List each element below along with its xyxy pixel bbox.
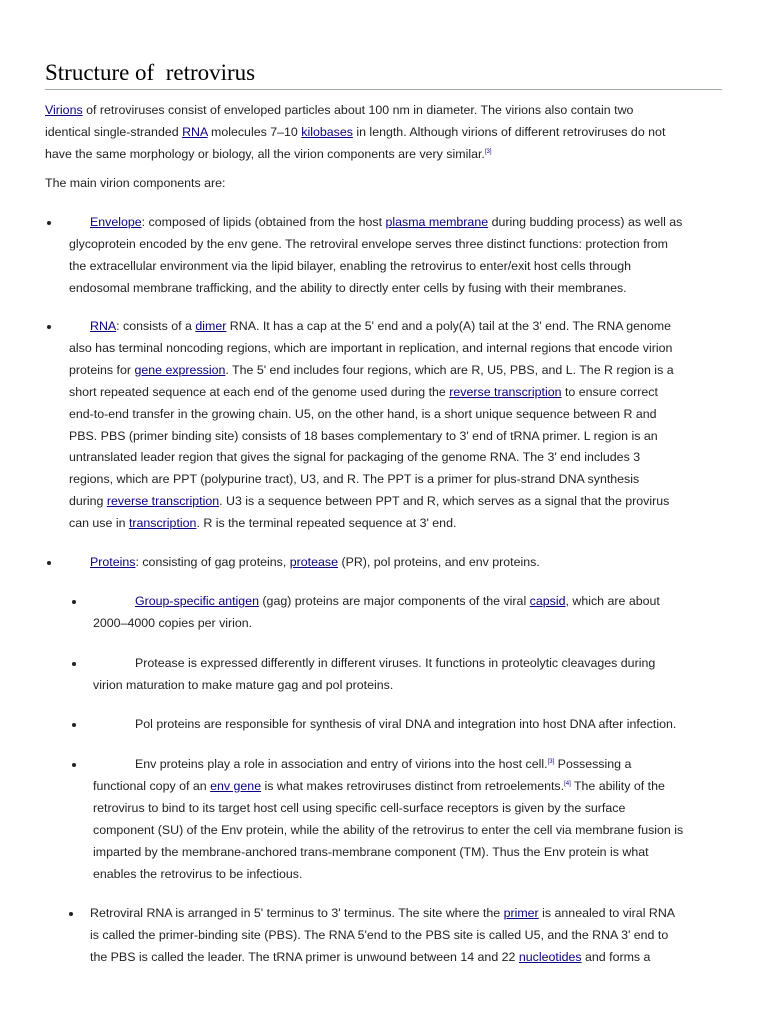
components-lead: The main virion components are: — [45, 176, 226, 190]
link-primer[interactable]: primer — [503, 906, 539, 920]
link-dimer[interactable]: dimer — [195, 319, 227, 333]
title-divider — [45, 89, 722, 90]
link-group-specific-antigen[interactable]: Group-specific antigen — [135, 594, 259, 608]
intro-paragraph: Virions of retroviruses consist of enveloped particles about 100 nm in diameter. The virions also contain two identical single-stranded RNA molecules 7–10 kilobases in length. Although virions of different retroviruses do not have the same morphology or biology, all the virion components are very similar.[3] — [45, 103, 666, 161]
bullet-dot — [47, 221, 51, 225]
page-title: Structure of retrovirus — [45, 60, 256, 85]
link-gene-expression[interactable]: gene expression — [134, 362, 226, 377]
link-protease[interactable]: protease — [289, 555, 338, 569]
link-plasma-membrane[interactable]: plasma membrane — [385, 215, 489, 229]
link-reverse-transcription[interactable]: reverse transcription — [449, 384, 562, 399]
sublist-item-protease: Protease is expressed differently in different viruses. It functions in proteolytic cleavages during virion maturation to make mature gag and pol proteins. — [93, 656, 656, 692]
link-proteins[interactable]: Proteins — [90, 555, 136, 569]
list-item-proteins: Proteins: consisting of gag proteins, protease (PR), pol proteins, and env proteins. — [90, 555, 540, 569]
link-virions[interactable]: Virions — [45, 103, 83, 117]
bullet-dot — [72, 763, 76, 767]
bullet-dot — [72, 723, 76, 727]
sublist-item-gag: Group-specific antigen (gag) proteins are major components of the viral capsid, which are about 2000–4000 copies per virion. — [93, 594, 660, 630]
bullet-dot — [69, 912, 73, 916]
ref-3[interactable]: [3] — [484, 148, 492, 155]
sublist-item-pol: Pol proteins are responsible for synthesis of viral DNA and integration into host DNA after infection. — [135, 717, 677, 731]
link-kilobases[interactable]: kilobases — [301, 124, 353, 139]
list-item-envelope: Envelope: composed of lipids (obtained from the host plasma membrane during budding process) as well as glycoprotein encoded by the env gene. The retroviral envelope serves three distinct functions: protection from the extracellular environment via the lipid bilayer, enabling the retrovirus to enter/exit host cells through endosomal membrane trafficking, and the ability to directly enter cells by fusing with their membranes. — [69, 215, 683, 295]
sublist-item-env: Env proteins play a role in association and entry of virions into the host cell.[3] Possessing a functional copy of an env gene is what makes retroviruses distinct from retroelements.[4] The ability of the retrovirus to bind to its target host cell using specific cell-surface receptors is given by the surface component (SU) of the Env protein, while the ability of the retrovirus to enter the cell via membrane fusion is imparted by the membrane-anchored trans-membrane component (TM). Thus the Env protein is what enables the retrovirus to be infectious. — [93, 757, 684, 881]
bullet-dot — [47, 325, 51, 329]
list-item-rna: RNA: consists of a dimer RNA. It has a cap at the 5' end and a poly(A) tail at the 3' end. The RNA genome also has terminal noncoding regions, which are important in replication, and internal regions that encode virion proteins for gene expression. The 5' end includes four regions, which are R, U5, PBS, and L. The R region is a short repeated sequence at each end of the genome used during the reverse transcription to ensure correct end-to-end transfer in the growing chain. U5, on the other hand, is a short unique sequence between R and PBS. PBS (primer binding site) consists of 18 bases complementary to 3' end of tRNA primer. L region is an untranslated leader region that gives the signal for packaging of the genome RNA. The 3' end includes 3 regions, which are PPT (polypurine tract), U3, and R. The PPT is a primer for plus-strand DNA synthesis during reverse transcription. U3 is a sequence between PPT and R, which serves as a signal that the provirus can use in transcription. R is the terminal repeated sequence at 3' end. — [69, 319, 674, 531]
bullet-dot — [72, 600, 76, 604]
link-reverse-transcription-2[interactable]: reverse transcription — [106, 494, 220, 509]
link-capsid[interactable]: capsid — [529, 594, 566, 608]
ref-4[interactable]: [4] — [564, 780, 571, 787]
link-transcription[interactable]: transcription — [128, 516, 197, 531]
bullet-dot — [47, 561, 51, 565]
link-nucleotides[interactable]: nucleotides — [518, 949, 582, 964]
link-env-gene[interactable]: env gene — [210, 778, 262, 793]
bullet-dot — [72, 662, 76, 666]
link-envelope[interactable]: Envelope — [90, 215, 142, 229]
link-rna[interactable]: RNA — [182, 124, 208, 139]
list-item-retroviral-rna: Retroviral RNA is arranged in 5' terminus to 3' terminus. The site where the primer is annealed to viral RNA is called the primer-binding site (PBS). The RNA 5'end to the PBS site is called U5, and the RNA 3' end to the PBS is called the leader. The tRNA primer is unwound between 14 and 22 nucleotides and forms a — [90, 906, 676, 964]
ref-3-env[interactable]: [3] — [547, 758, 555, 765]
link-rna-item[interactable]: RNA — [90, 319, 117, 333]
